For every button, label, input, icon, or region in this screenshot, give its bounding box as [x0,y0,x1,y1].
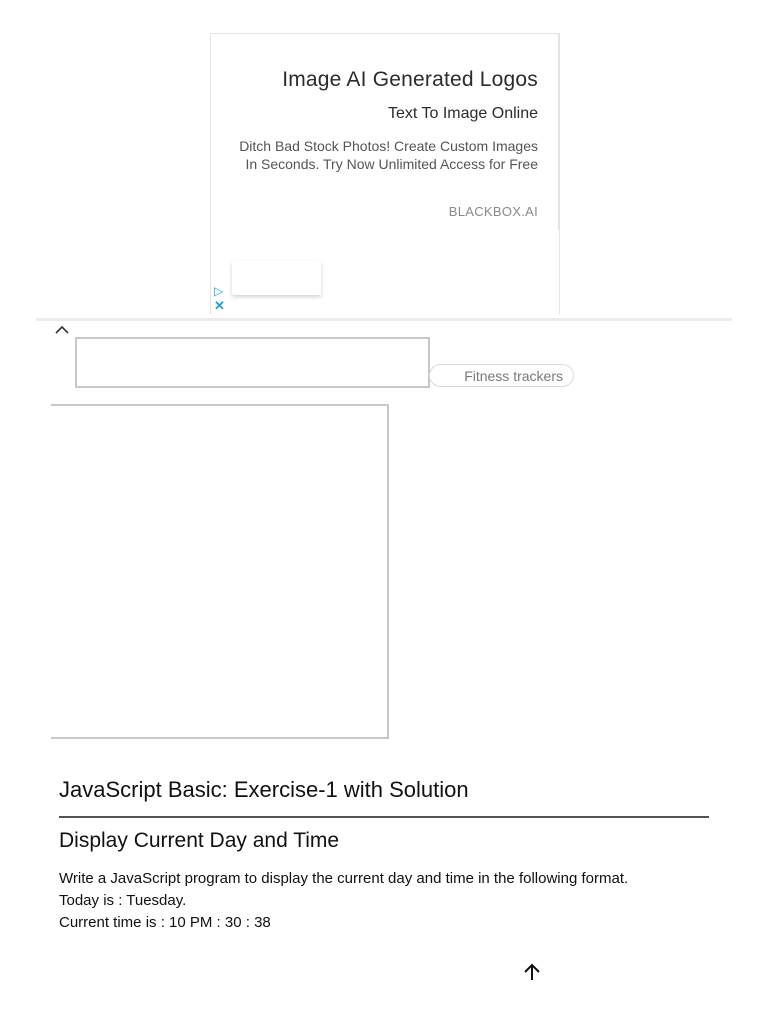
ad-source[interactable]: BLACKBOX.AI [448,204,538,219]
topic-chip-label: Fitness trackers [464,367,563,384]
page-title: JavaScript Basic: Exercise-1 with Solution [59,777,469,802]
adchoices-icon[interactable]: ▷ [214,284,224,298]
ad-slot-rectangle [51,404,389,739]
ad-headline[interactable]: Image AI Generated Logos [282,68,538,91]
title-divider [59,816,709,818]
chevron-up-icon[interactable] [54,322,70,336]
ad-subheadline[interactable]: Text To Image Online [387,105,538,122]
exercise-description [59,868,628,934]
ad-card[interactable] [210,33,560,314]
ad-cta-button[interactable] [232,261,321,295]
section-heading: Display Current Day and Time [59,829,340,852]
description-line: Today is : Tuesday. [59,892,187,909]
ad-border [558,34,559,230]
ad-body-text: Ditch Bad Stock Photos! Create Custom Images In Seconds. Try Now Unlimited Access for Free [239,138,538,172]
arrow-up-icon [520,961,544,983]
description-line: Write a JavaScript program to display the current day and time in the following format. [59,870,629,887]
ad-slot-banner [75,337,430,388]
description-line: Current time is : 10 PM : 30 : 38 [59,914,271,931]
scroll-to-top-button[interactable] [520,961,544,983]
close-icon[interactable]: ✕ [214,298,225,313]
topic-chip[interactable] [429,364,574,387]
ad-dock-divider [36,318,732,321]
